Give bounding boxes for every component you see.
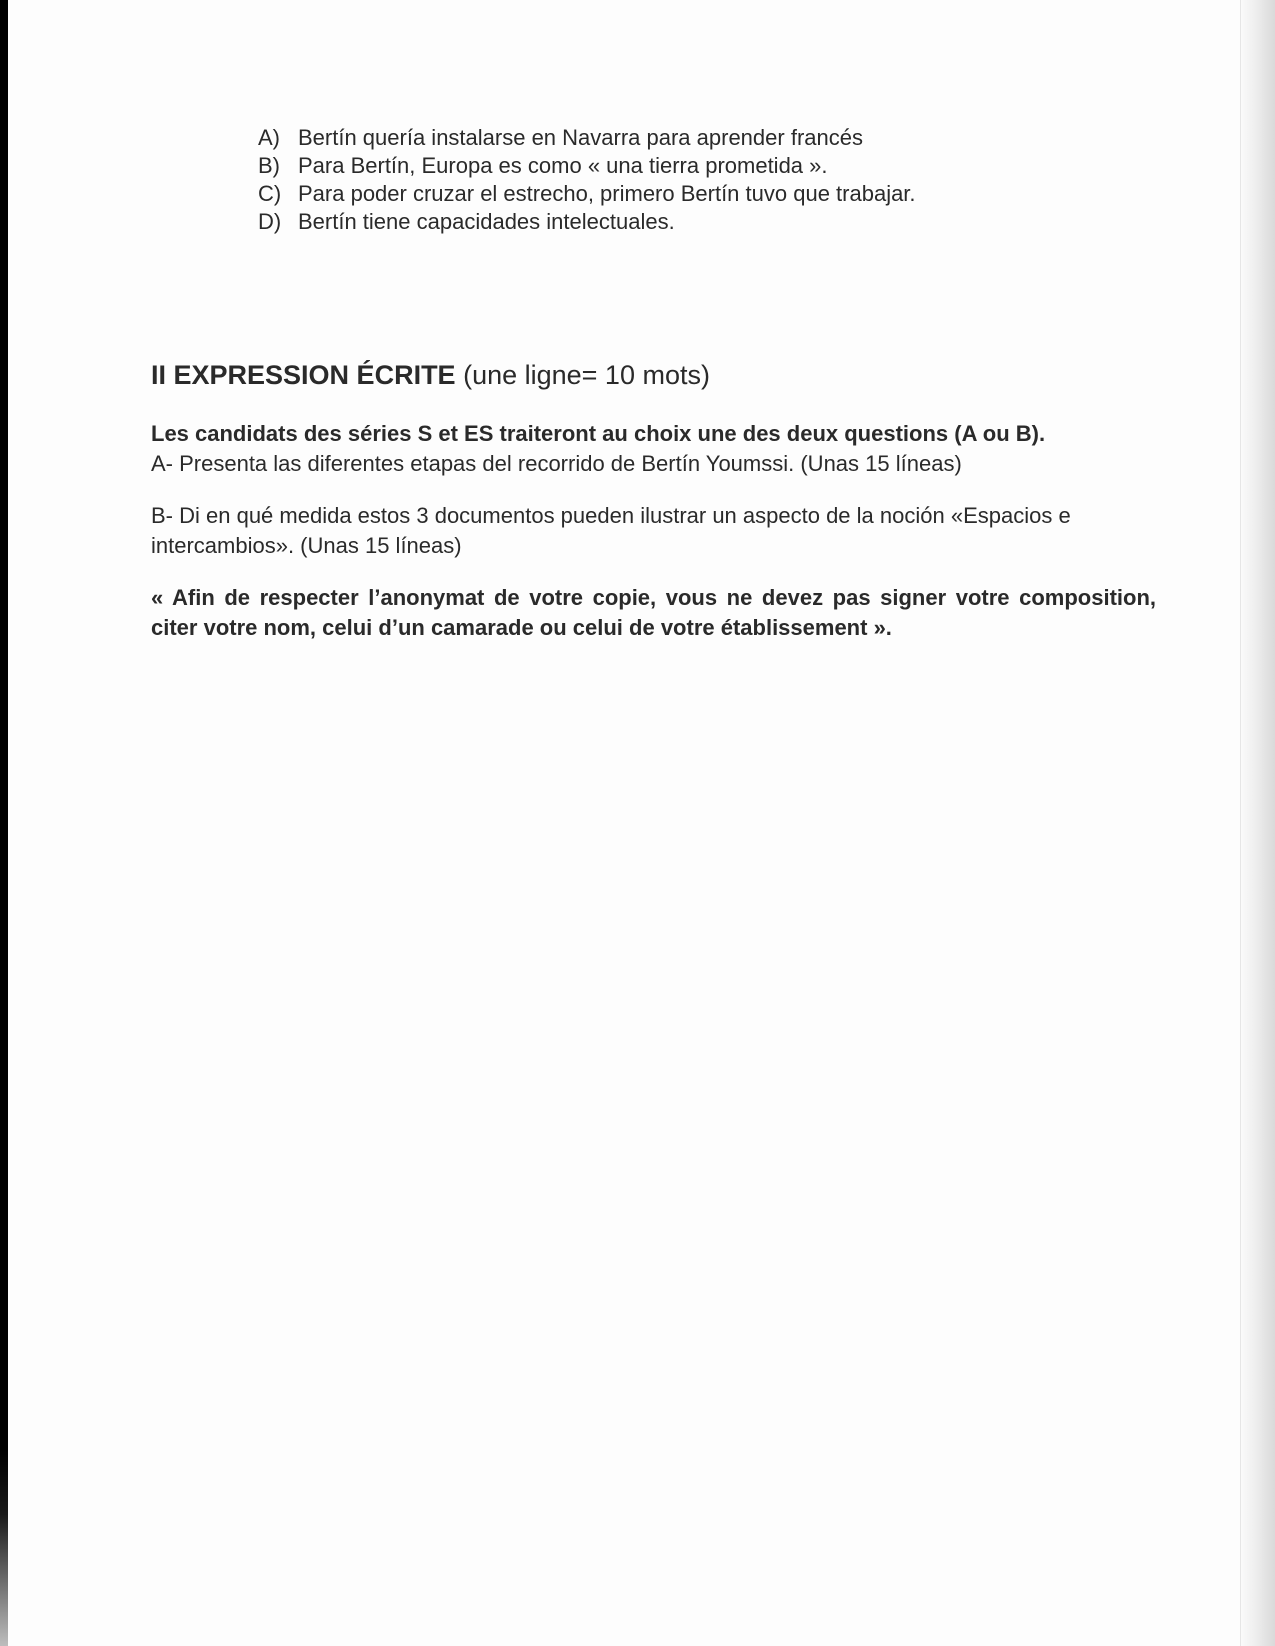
answer-option-c xyxy=(258,180,1158,208)
option-letter: B) xyxy=(258,153,280,178)
section-heading-note: (une ligne= 10 mots) xyxy=(455,360,710,390)
question-b: B- Di en qué medida estos 3 documentos pueden ilustrar un aspecto de la noción «Espacios e intercambios». (Unas 15 líneas) xyxy=(151,503,1071,558)
answer-option-b xyxy=(258,152,1158,180)
scan-binding-edge xyxy=(0,0,8,1646)
answer-option-a xyxy=(258,124,1158,152)
answer-option-d xyxy=(258,208,1158,236)
option-text: Para Bertín, Europa es como « una tierra prometida ». xyxy=(298,153,828,178)
option-text: Bertín quería instalarse en Navarra para aprender francés xyxy=(298,125,863,150)
question-a: A- Presenta las diferentes etapas del recorrido de Bertín Youmssi. (Unas 15 líneas) xyxy=(151,451,962,476)
option-text: Para poder cruzar el estrecho, primero Bertín tuvo que trabajar. xyxy=(298,181,916,206)
scan-right-edge xyxy=(1240,0,1275,1646)
section-heading xyxy=(151,358,710,392)
anonymity-notice: « Afin de respecter l’anonymat de votre copie, vous ne devez pas signer votre composition, citer votre nom, celui d’un camarade ou celui de votre établissement ». xyxy=(151,585,1156,640)
option-letter: C) xyxy=(258,181,282,206)
answer-options-list xyxy=(258,124,1158,236)
option-letter: A) xyxy=(258,125,280,150)
instructions-block xyxy=(151,419,1156,643)
option-text: Bertín tiene capacidades intelectuales. xyxy=(298,209,675,234)
choice-instruction: Les candidats des séries S et ES traiteront au choix une des deux questions (A ou B). xyxy=(151,421,1046,446)
spacer xyxy=(151,561,1156,583)
spacer xyxy=(151,479,1156,501)
option-letter: D) xyxy=(258,209,282,234)
section-heading-title: II EXPRESSION ÉCRITE xyxy=(151,360,456,390)
